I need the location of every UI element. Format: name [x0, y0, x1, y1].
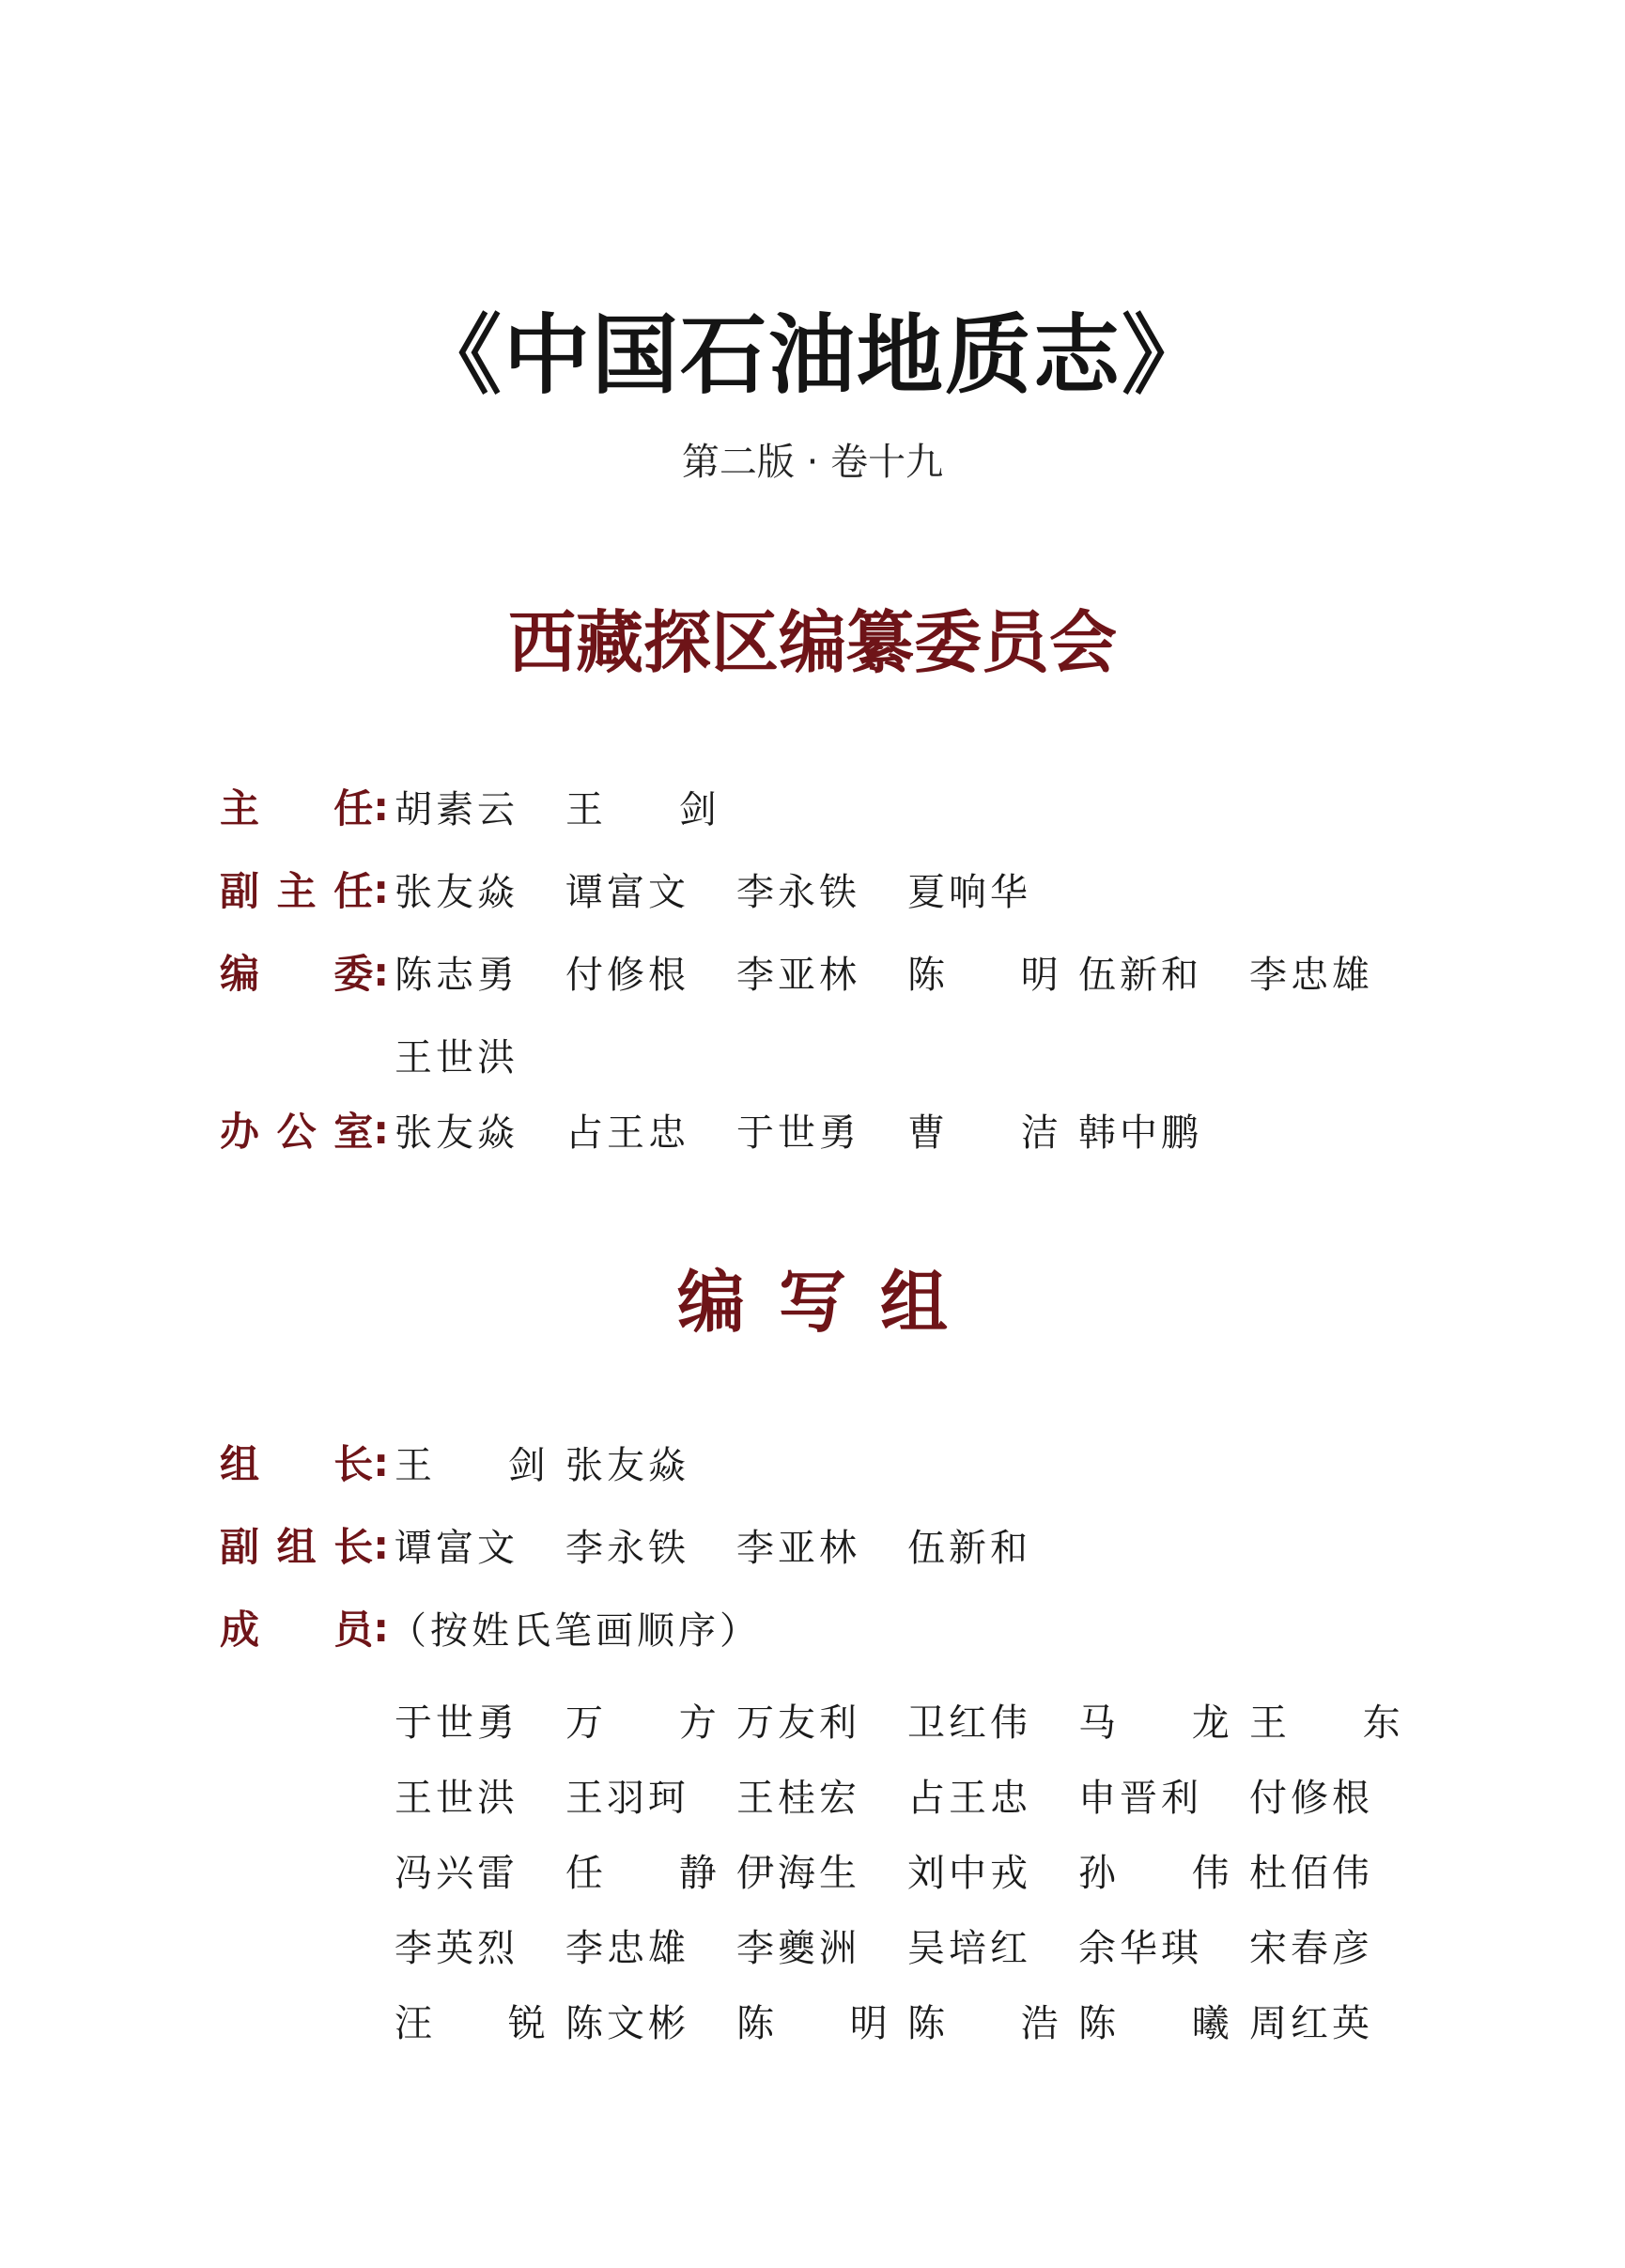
member-name: 陈 浩	[907, 2001, 1091, 2045]
member-name: 周红英	[1249, 2001, 1373, 2045]
member-name: 万 方	[565, 1701, 749, 1745]
person-name: 付修根	[565, 953, 689, 997]
person-name: 李忠雄	[1249, 953, 1373, 997]
book-title: 《中国石油地质志》	[414, 304, 1210, 406]
committee-row-office	[220, 1101, 1249, 1157]
member-name: 宋春彦	[1249, 1926, 1373, 1970]
member-name: 王 东	[1249, 1701, 1432, 1745]
person-name: 李永铁	[565, 1526, 689, 1570]
member-name: 汪 锐	[395, 2001, 578, 2045]
name-list	[395, 945, 1420, 999]
person-name: 伍新和	[907, 1526, 1031, 1570]
member-name: 马 龙	[1078, 1701, 1261, 1745]
member-name: 申晋利	[1078, 1776, 1202, 1820]
ordering-note: （按姓氏笔画顺序）	[389, 1608, 761, 1653]
member-name: 余华琪	[1078, 1926, 1202, 1970]
member-name: 陈 明	[736, 2001, 920, 2045]
committee-row-deputy-director	[220, 861, 1078, 917]
member-name: 李英烈	[395, 1926, 518, 1970]
group-row-members	[220, 1599, 761, 1655]
person-name: 胡素云	[395, 787, 518, 831]
member-name: 陈文彬	[565, 2001, 689, 2045]
role-text: 组 长	[220, 1441, 374, 1487]
role-colon: :	[373, 1106, 389, 1153]
role-colon: :	[373, 1604, 389, 1651]
committee-row-director	[220, 778, 749, 834]
name-list	[395, 1103, 1249, 1157]
role-text: 办 公 室	[220, 1109, 374, 1155]
role-label	[220, 1516, 389, 1573]
name-list	[395, 1436, 736, 1489]
person-name: 李亚林	[736, 953, 860, 997]
role-text: 副 主 任	[220, 868, 374, 914]
person-name: 韩中鹏	[1078, 1111, 1202, 1155]
member-name: 李忠雄	[565, 1926, 689, 1970]
role-colon: :	[373, 948, 389, 995]
member-name: 伊海生	[736, 1851, 860, 1895]
person-name: 陈志勇	[395, 953, 518, 997]
member-name: 刘中戎	[907, 1851, 1031, 1895]
person-name: 曹 洁	[907, 1111, 1091, 1155]
name-list	[395, 1518, 1078, 1572]
role-colon: :	[373, 783, 389, 830]
member-name: 卫红伟	[907, 1701, 1031, 1745]
member-name: 陈 曦	[1078, 2001, 1261, 2045]
role-label	[220, 943, 389, 1000]
member-name: 于世勇	[395, 1701, 518, 1745]
name-list	[395, 780, 749, 833]
committee-row-editors	[220, 943, 1420, 1000]
person-name: 陈 明	[907, 953, 1091, 997]
role-label	[220, 1434, 389, 1490]
person-name: 王 剑	[395, 1443, 578, 1487]
person-name: 李永铁	[736, 870, 860, 914]
person-name: 王世洪	[395, 1035, 518, 1080]
member-name: 杜佰伟	[1249, 1851, 1373, 1895]
person-name: 于世勇	[736, 1111, 860, 1155]
person-name: 张友焱	[565, 1443, 689, 1487]
name-list	[395, 1028, 565, 1081]
person-name: 谭富文	[395, 1526, 518, 1570]
role-colon: :	[373, 1521, 389, 1568]
writing-group-title: 编写组	[676, 1262, 982, 1342]
role-label	[220, 1101, 389, 1157]
person-name: 伍新和	[1078, 953, 1202, 997]
member-name: 王桂宏	[736, 1776, 860, 1820]
group-row-deputy-leader	[220, 1516, 1078, 1573]
member-name: 冯兴雷	[395, 1851, 518, 1895]
role-colon: :	[373, 865, 389, 912]
member-name: 孙 伟	[1078, 1851, 1261, 1895]
role-text: 主 任	[220, 785, 374, 831]
person-name: 王 剑	[565, 787, 749, 831]
person-name: 李亚林	[736, 1526, 860, 1570]
person-name: 张友焱	[395, 870, 518, 914]
committee-row-editors-continued	[220, 1026, 565, 1082]
member-name: 王羽珂	[565, 1776, 689, 1820]
role-colon: :	[373, 1438, 389, 1485]
member-name: 李夔洲	[736, 1926, 860, 1970]
member-name: 占王忠	[907, 1776, 1031, 1820]
person-name: 占王忠	[565, 1111, 689, 1155]
committee-title: 西藏探区编纂委员会	[507, 602, 1117, 682]
member-name: 任 静	[565, 1851, 749, 1895]
member-name: 王世洪	[395, 1776, 518, 1820]
member-name: 万友利	[736, 1701, 860, 1745]
member-name: 吴培红	[907, 1926, 1031, 1970]
role-text: 副 组 长	[220, 1524, 374, 1570]
role-text: 成 员	[220, 1607, 374, 1653]
role-text: 编 委	[220, 951, 374, 997]
edition-label: 第二版 · 卷十九	[681, 441, 944, 484]
member-name: 付修根	[1249, 1776, 1373, 1820]
group-row-leader	[220, 1434, 736, 1490]
member-grid	[395, 1682, 1432, 2058]
person-name: 张友焱	[395, 1111, 518, 1155]
person-name: 夏响华	[907, 870, 1031, 914]
person-name: 谭富文	[565, 870, 689, 914]
name-list	[395, 862, 1078, 916]
role-label	[220, 861, 389, 917]
role-label	[220, 1599, 389, 1655]
role-label	[220, 778, 389, 834]
